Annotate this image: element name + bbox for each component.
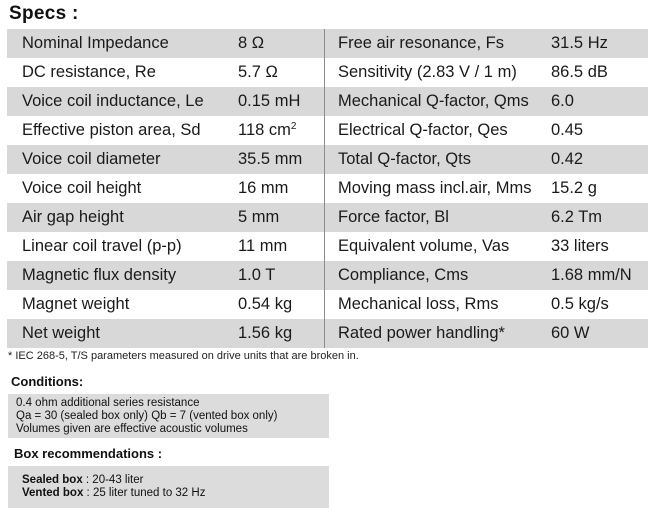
- sealed-box-label: Sealed box: [22, 474, 83, 486]
- specs-table: [7, 29, 648, 348]
- superscript: 2: [290, 121, 297, 132]
- spec-row: [7, 58, 648, 87]
- spec-row: [7, 319, 648, 348]
- param-name: Total Q-factor, Qts: [338, 150, 471, 168]
- spec-row: [7, 290, 648, 319]
- param-value: 60 W: [551, 324, 590, 342]
- param-name: Compliance, Cms: [338, 266, 469, 284]
- param-value-text: 118 cm: [238, 121, 291, 139]
- param-name: Magnetic flux density: [22, 266, 177, 284]
- conditions-line: Qa = 30 (sealed box only) Qb = 7 (vented box only): [16, 410, 278, 422]
- param-name: Voice coil height: [22, 179, 142, 197]
- param-name: Voice coil diameter: [22, 150, 161, 168]
- param-value: 86.5 dB: [551, 63, 608, 81]
- column-divider: [324, 319, 325, 348]
- column-divider: [324, 87, 325, 116]
- column-divider: [324, 174, 325, 203]
- param-value: 31.5 Hz: [551, 34, 608, 52]
- param-name: Sensitivity (2.83 V / 1 m): [338, 63, 517, 81]
- column-divider: [324, 145, 325, 174]
- spec-row: [7, 87, 648, 116]
- param-value: 6.0: [551, 92, 574, 110]
- column-divider: [324, 116, 325, 145]
- column-divider: [324, 232, 325, 261]
- param-value: 0.45: [551, 121, 584, 139]
- spec-row: [7, 174, 648, 203]
- param-value: 8 Ω: [238, 34, 265, 52]
- param-value: 0.5 kg/s: [551, 295, 609, 313]
- param-value: 15.2 g: [551, 179, 597, 197]
- param-name: Magnet weight: [22, 295, 130, 313]
- param-value: 1.56 kg: [238, 324, 293, 342]
- conditions-box: [8, 394, 329, 438]
- param-name: Moving mass incl.air, Mms: [338, 179, 532, 197]
- param-value: 0.42: [551, 150, 584, 168]
- param-value: 1.68 mm/N: [551, 266, 632, 284]
- column-divider: [324, 261, 325, 290]
- param-value: 5 mm: [238, 208, 280, 226]
- sealed-box-value: : 20-43 liter: [82, 474, 144, 486]
- param-value: 11 mm: [238, 237, 288, 255]
- spec-row: [7, 232, 648, 261]
- param-name: Nominal Impedance: [22, 34, 169, 52]
- param-name: Air gap height: [22, 208, 124, 226]
- box-recommendations-box: [8, 466, 329, 508]
- conditions-line: 0.4 ohm additional series resistance: [16, 397, 200, 409]
- spec-row: [7, 29, 648, 58]
- param-value: 6.2 Tm: [551, 208, 603, 226]
- param-value: 5.7 Ω: [238, 63, 278, 81]
- param-name: Effective piston area, Sd: [22, 121, 201, 139]
- param-name: Force factor, Bl: [338, 208, 449, 226]
- param-value: 0.15 mH: [238, 92, 301, 110]
- param-value: 33 liters: [551, 237, 609, 255]
- param-name: Net weight: [22, 324, 100, 342]
- spec-row: [7, 116, 648, 145]
- param-name: Linear coil travel (p-p): [22, 237, 182, 255]
- param-value: 35.5 mm: [238, 150, 303, 168]
- sealed-box-line: [22, 474, 329, 487]
- param-value: 0.54 kg: [238, 295, 293, 313]
- vented-box-label: Vented box: [22, 487, 84, 499]
- conditions-line: Volumes given are effective acoustic volumes: [16, 423, 248, 435]
- column-divider: [324, 29, 325, 58]
- param-name: DC resistance, Re: [22, 63, 156, 81]
- param-name: Equivalent volume, Vas: [338, 237, 510, 255]
- column-divider: [324, 58, 325, 87]
- param-name: Free air resonance, Fs: [338, 34, 504, 52]
- column-divider: [324, 290, 325, 319]
- vented-box-line: [22, 487, 329, 500]
- spec-row: [7, 261, 648, 290]
- param-name: Voice coil inductance, Le: [22, 92, 204, 110]
- param-name: Electrical Q-factor, Qes: [338, 121, 508, 139]
- param-name: Rated power handling*: [338, 324, 505, 342]
- footnote: * IEC 268-5, T/S parameters measured on drive units that are broken in.: [8, 350, 359, 362]
- param-value: 16 mm: [238, 179, 289, 197]
- param-value: [237, 121, 320, 140]
- spec-row: [7, 145, 648, 174]
- param-value: 1.0 T: [238, 266, 276, 284]
- column-divider: [324, 203, 325, 232]
- param-name: Mechanical Q-factor, Qms: [338, 92, 529, 110]
- spec-row: [7, 203, 648, 232]
- box-recommendations-heading: Box recommendations :: [14, 446, 163, 461]
- param-name: Mechanical loss, Rms: [338, 295, 499, 313]
- specs-title: Specs :: [9, 3, 79, 24]
- vented-box-value: : 25 liter tuned to 32 Hz: [83, 487, 206, 499]
- conditions-heading: Conditions:: [11, 374, 84, 389]
